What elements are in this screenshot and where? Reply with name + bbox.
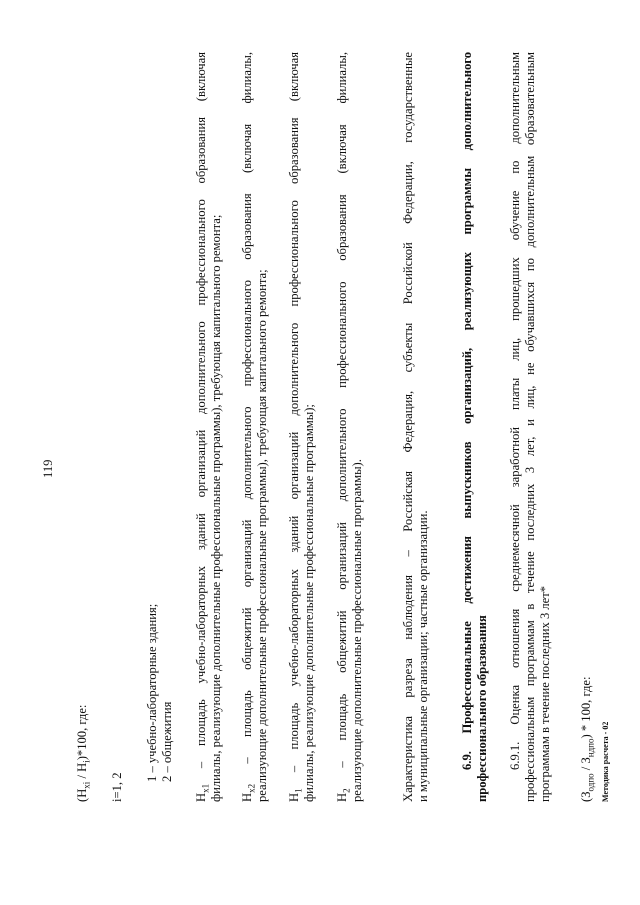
definition-subscript: x1 [200, 783, 211, 793]
formula-bottom [579, 677, 594, 803]
definition-symbol: Н [287, 792, 301, 802]
formula-top-sub2: i [81, 760, 92, 763]
definition-line [240, 52, 255, 802]
building-type-item: 1 – учебно-лабораторные здания; [145, 603, 159, 782]
footer-note [598, 722, 613, 802]
definition-symbol: Н [335, 792, 349, 802]
formula-bottom-mid: / З [579, 757, 593, 774]
page-number [41, 460, 56, 478]
subsection-line: профессиональным программам в течение последних 3 лет, и лиц, не обучавшихся по дополнительным образовательным [523, 52, 537, 802]
definition-text: филиалы, реализующие дополнительные профессиональные программы), требующая капитального ремонта; [209, 214, 223, 802]
index-range [110, 773, 125, 803]
footer-note-text: Методика расчета - 02 [601, 721, 610, 802]
definition-text: – площадь общежитий организаций дополнительного профессионального образования (включая филиалы, [335, 52, 349, 789]
section-heading-line: профессионального образования [475, 615, 489, 802]
definition-line [287, 52, 302, 802]
formula-top [75, 705, 90, 802]
section-heading [460, 52, 490, 802]
formula-top-sub1: xi [81, 781, 92, 789]
formula-bottom-sub1: одпо [585, 773, 596, 792]
formula-top-lead: (Н [75, 788, 89, 802]
characteristic-line: и муниципальные организации; частные организации. [416, 510, 430, 802]
definition-text: реализующие дополнительные профессиональные программы). [350, 459, 364, 802]
index-range-text: i=1, 2 [110, 772, 124, 802]
characteristic-paragraph [401, 52, 431, 802]
definition-hx2 [240, 52, 270, 802]
definition-h2 [335, 52, 365, 802]
subsection-line: программам в течение последних 3 лет* [538, 585, 552, 802]
subsection-paragraph [508, 52, 553, 802]
definition-line [194, 52, 209, 802]
formula-bottom-tail: ) * 100, где: [579, 676, 593, 739]
building-types-list [145, 604, 175, 782]
definition-symbol: Н [194, 792, 208, 802]
definition-h1 [287, 52, 317, 802]
definition-subscript: 1 [293, 788, 304, 793]
subsection-line: 6.9.1. Оценка отношения среднемесячной заработной платы лиц, прошедших обучение по дополнительным [508, 52, 522, 770]
definition-subscript: 2 [341, 788, 352, 793]
definition-text: филиалы, реализующие дополнительные профессиональные программы); [302, 404, 316, 802]
definition-text: – площадь общежитий организаций дополнительного профессионального образования (включая филиалы, [240, 52, 254, 784]
building-type-item: 2 – общежития [160, 701, 174, 782]
formula-top-tail: )*100, где: [75, 704, 89, 761]
definition-text: – площадь учебно-лабораторных зданий организаций дополнительного профессионального образования (включая [287, 52, 301, 789]
page-number-text: 119 [41, 459, 55, 478]
formula-top-mid: / Н [75, 762, 89, 782]
section-heading-line: 6.9. Профессиональные достижения выпускников организаций, реализующих программы дополнительного [460, 52, 474, 770]
definition-line [335, 52, 350, 802]
formula-bottom-lead: (З [579, 791, 593, 802]
definition-text: реализующие дополнительные профессиональные программы), требующая капитального ремонта; [255, 269, 269, 802]
definition-hx1 [194, 52, 224, 802]
definition-text: – площадь учебно-лабораторных зданий организаций дополнительного профессионального образования (включая [194, 52, 208, 784]
characteristic-line: Характеристика разреза наблюдения – Российская Федерация, субъекты Российской Федерации, государственные [401, 52, 415, 802]
definition-symbol: Н [240, 792, 254, 802]
formula-bottom-sub2: ндпо [585, 738, 596, 758]
definition-subscript: x2 [246, 783, 257, 793]
